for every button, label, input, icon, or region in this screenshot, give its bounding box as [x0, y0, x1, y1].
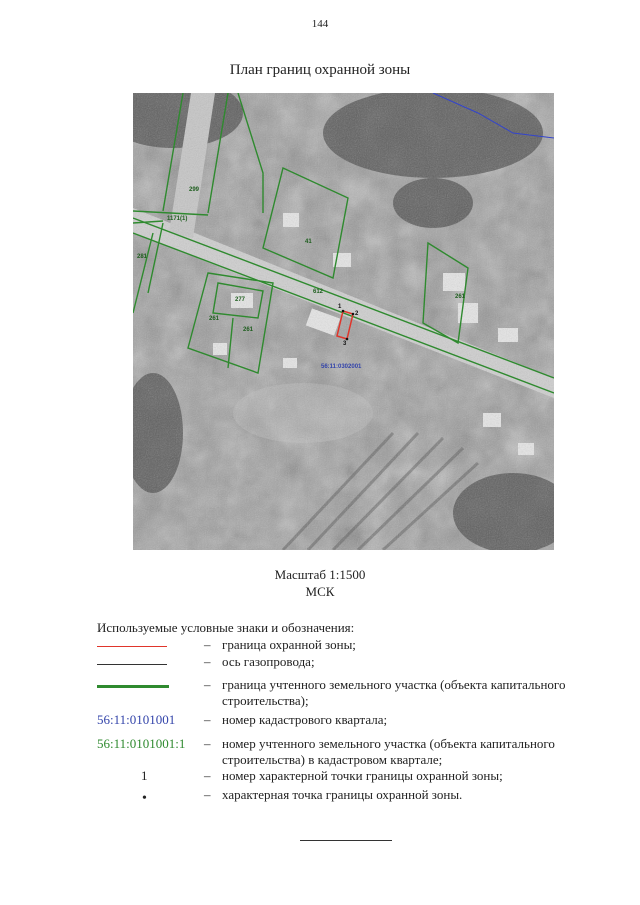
label-299: 299: [189, 187, 200, 193]
parcel-boundary-symbol: [97, 685, 169, 688]
page-title: План границ охранной зоны: [229, 62, 411, 78]
cadastral-quarter-sample: 56:11:0101001: [97, 712, 176, 727]
legend-desc: номер характерной точки границы охранной зоны;: [222, 768, 503, 783]
page-number: 144: [311, 18, 329, 30]
label-1171: 1171(1): [167, 216, 188, 222]
label-277: 277: [235, 297, 246, 303]
label-41: 41: [305, 239, 312, 245]
aerial-map: [133, 93, 554, 550]
scale-block: [0, 566, 640, 600]
zone-boundary-symbol: [97, 646, 167, 647]
label-261a: 261: [209, 316, 220, 322]
pipeline-axis-symbol: [97, 664, 167, 665]
footer-line: [300, 840, 392, 841]
label-cadastral-quarter: 56:11:0302001: [321, 364, 362, 370]
legend-title: Используемые условные знаки и обозначения:: [97, 620, 355, 635]
boundary-point-sample: •: [142, 791, 147, 806]
point-number-sample: 1: [141, 768, 148, 783]
label-point-2: 2: [355, 311, 359, 317]
legend-dash: –: [204, 712, 211, 727]
legend-desc: номер кадастрового квартала;: [222, 712, 388, 727]
legend-desc: граница учтенного земельного участка (объекта капитального строительства);: [222, 677, 566, 708]
legend-dash: –: [204, 768, 211, 783]
label-261c: 261: [455, 294, 466, 300]
label-point-3: 3: [343, 341, 347, 347]
legend-dash: –: [204, 654, 211, 669]
label-point-1: 1: [338, 304, 342, 310]
legend-dash: –: [204, 677, 211, 692]
parcel-number-sample: 56:11:0101001:1: [97, 736, 186, 751]
legend-desc: ось газопровода;: [222, 654, 315, 669]
legend-desc: номер учтенного земельного участка (объекта капитального строительства) в кадастровом квартале;: [222, 736, 555, 767]
label-261b: 261: [243, 327, 254, 333]
legend-desc: характерная точка границы охранной зоны.: [222, 787, 463, 802]
coordinate-system: МСК: [305, 584, 335, 599]
legend-dash: –: [204, 736, 211, 751]
label-612: 612: [313, 289, 324, 295]
label-281: 281: [137, 254, 148, 260]
legend-desc: граница охранной зоны;: [222, 637, 356, 652]
scale-text: Масштаб 1:1500: [274, 567, 366, 582]
legend-dash: –: [204, 787, 211, 802]
legend-dash: –: [204, 637, 211, 652]
